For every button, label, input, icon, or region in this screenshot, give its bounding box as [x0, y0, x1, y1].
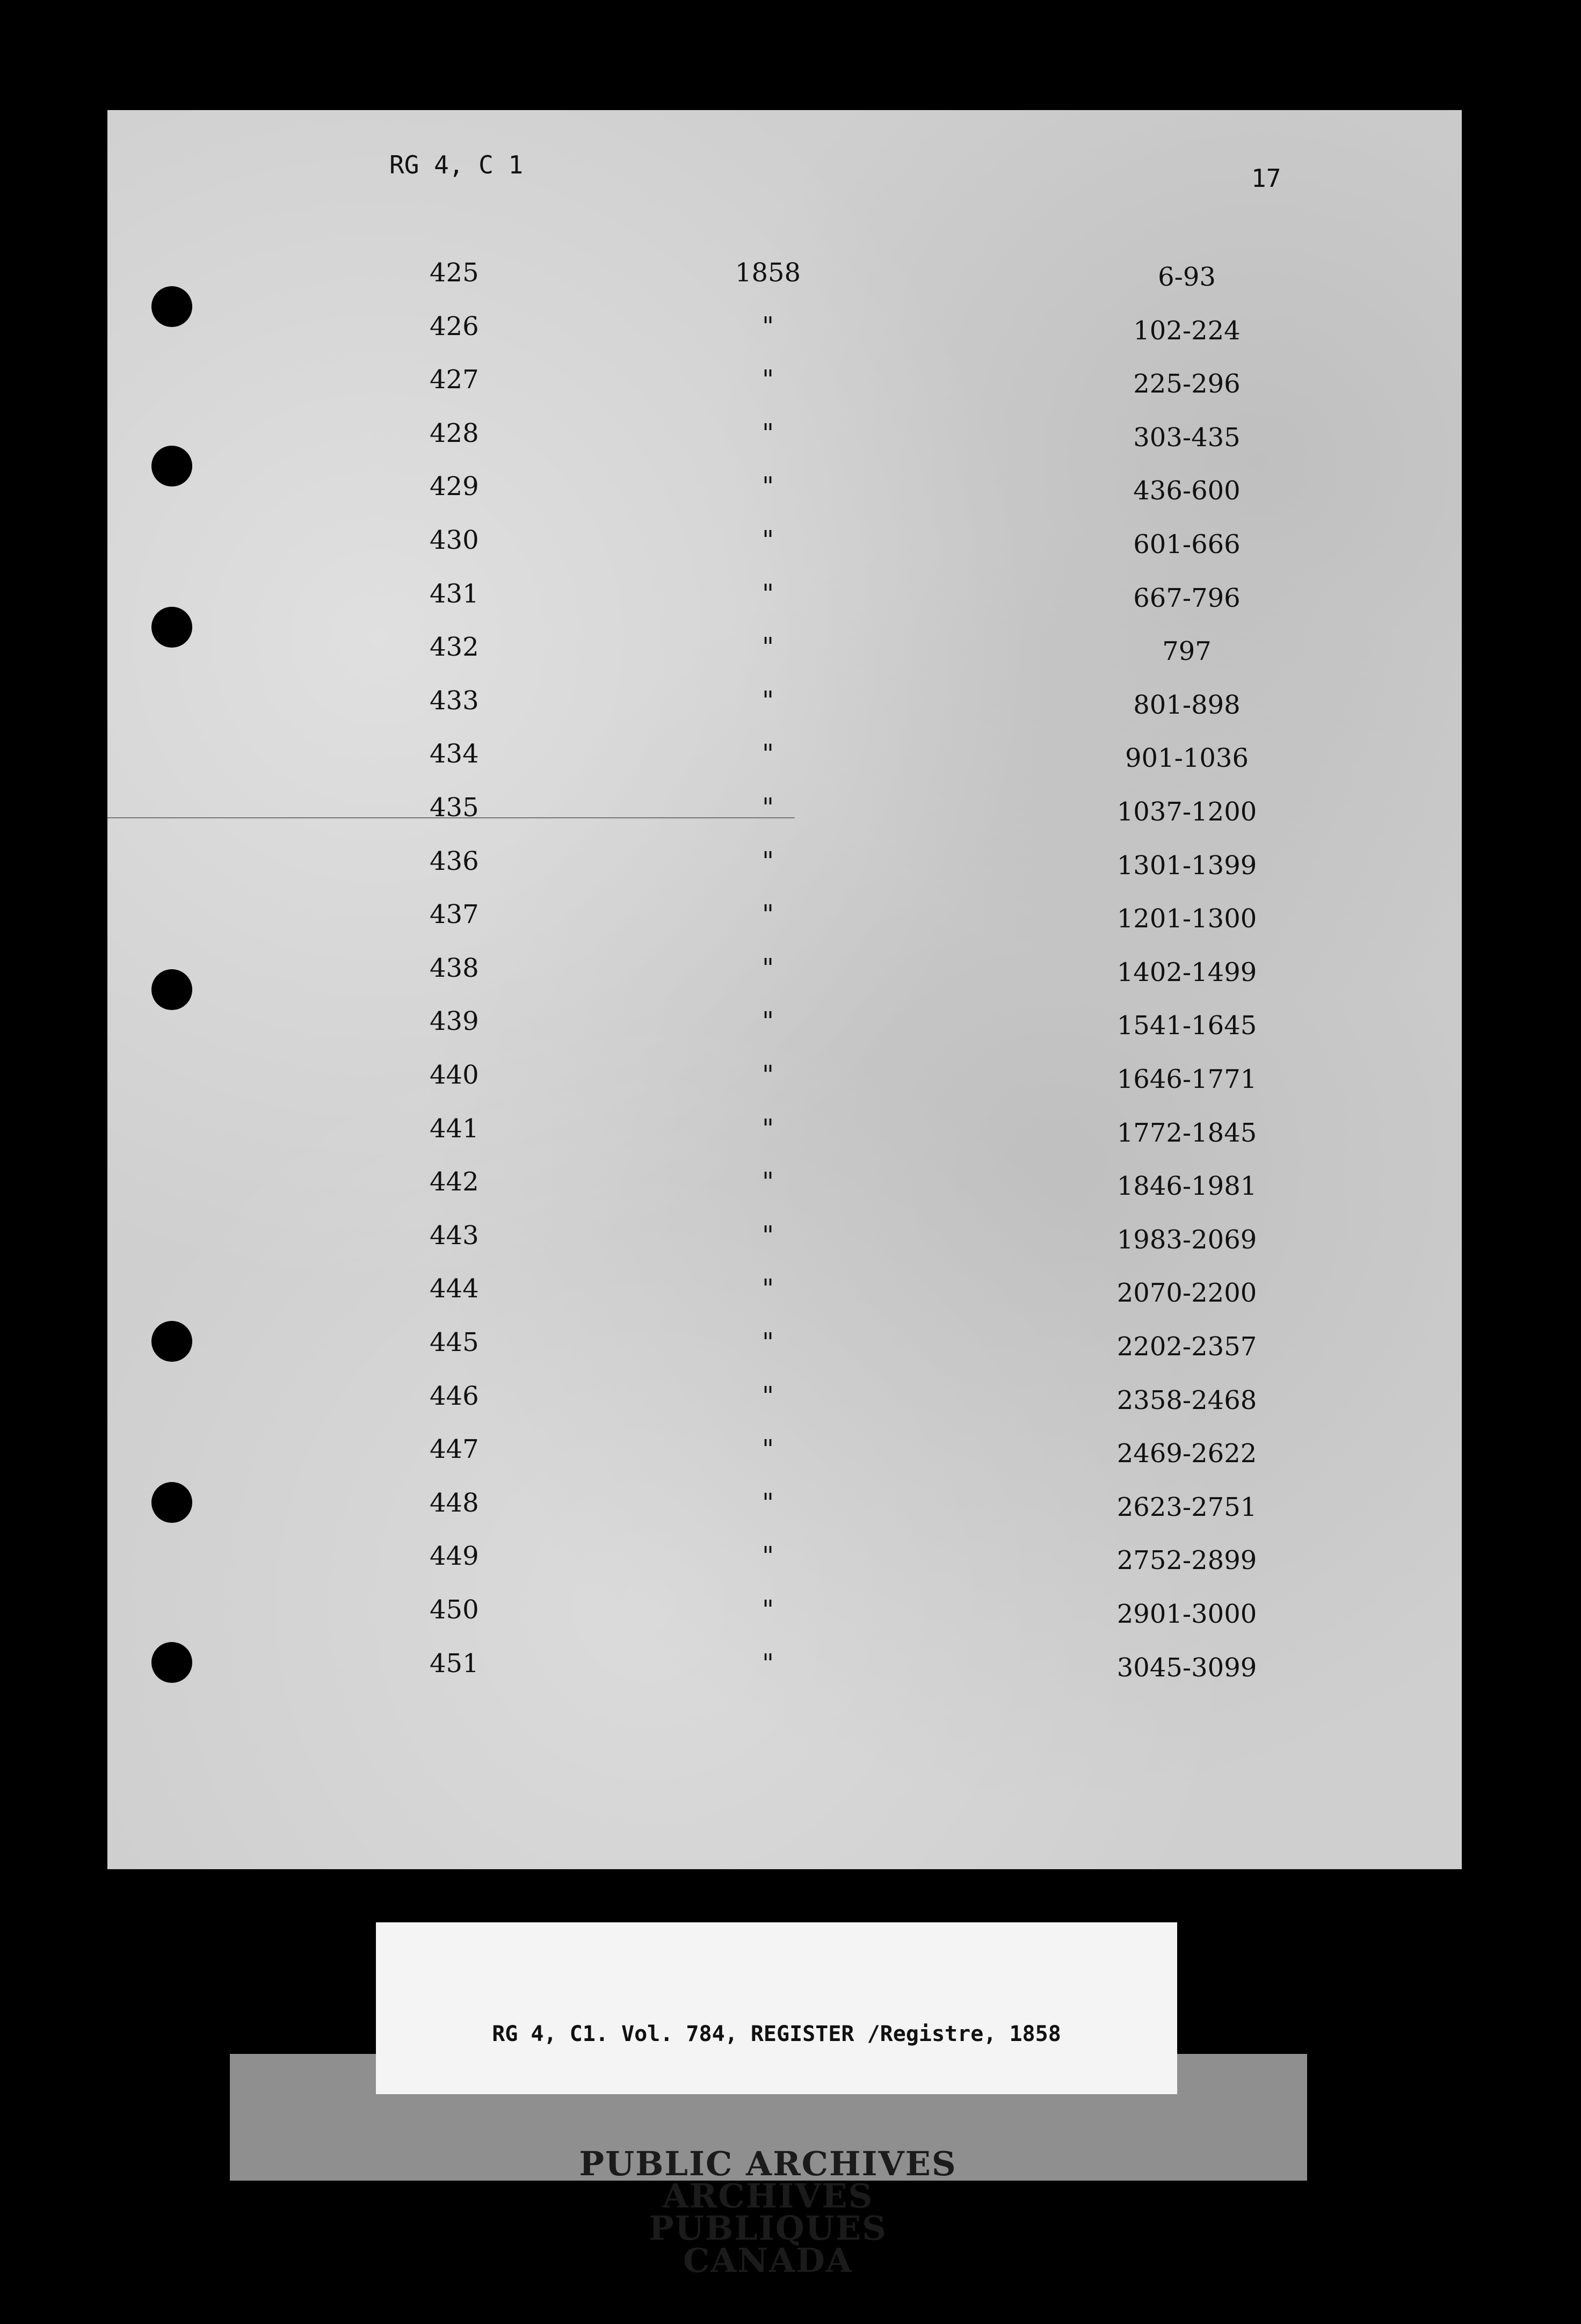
volume-number: 447 — [430, 1434, 479, 1465]
table-row — [107, 1541, 1462, 1595]
number-range: 2202-2357 — [1116, 1332, 1257, 1362]
volume-number: 425 — [430, 258, 479, 288]
table-row — [107, 632, 1462, 686]
year-cell: " — [762, 1060, 774, 1090]
table-row — [107, 1167, 1462, 1221]
stamp-line-2: ARCHIVES PUBLIQUES — [649, 2176, 887, 2248]
year-cell: " — [762, 899, 774, 930]
number-range: 1402-1499 — [1116, 957, 1257, 987]
year-cell: " — [762, 1648, 774, 1679]
reference-header: RG 4, C 1 — [389, 150, 524, 179]
volume-number: 448 — [430, 1487, 479, 1518]
table-row — [107, 471, 1462, 525]
year-cell: " — [762, 1381, 774, 1411]
year-cell: " — [762, 1113, 774, 1144]
year-cell: " — [762, 311, 774, 342]
year-cell: " — [762, 685, 774, 716]
number-range: 2070-2200 — [1116, 1278, 1257, 1309]
stamp-line-3: CANADA — [683, 2241, 853, 2280]
table-row — [107, 1488, 1462, 1542]
table-row — [107, 365, 1462, 418]
table-row — [107, 953, 1462, 1007]
volume-number: 436 — [430, 846, 479, 876]
year-cell: " — [762, 1167, 774, 1197]
year-cell: " — [762, 1327, 774, 1357]
year-cell: " — [762, 365, 774, 395]
number-range: 225-296 — [1133, 369, 1241, 400]
year-cell: " — [762, 739, 774, 769]
year-cell: " — [762, 471, 774, 502]
volume-number: 430 — [430, 525, 479, 555]
volume-number: 434 — [430, 739, 479, 769]
volume-number: 445 — [430, 1327, 479, 1357]
year-cell: " — [762, 1220, 774, 1251]
table-row — [107, 1434, 1462, 1488]
reference-label-card — [376, 1922, 1177, 2094]
number-range: 1541-1645 — [1116, 1011, 1257, 1041]
year-cell: " — [762, 1595, 774, 1625]
number-range: 1037-1200 — [1116, 797, 1257, 827]
volume-number: 427 — [430, 365, 479, 395]
table-row — [107, 311, 1462, 365]
year-cell: " — [762, 525, 774, 555]
number-range: 601-666 — [1133, 529, 1241, 560]
table-row — [107, 525, 1462, 579]
table-row — [107, 1327, 1462, 1381]
volume-number: 435 — [430, 793, 479, 823]
number-range: 1846-1981 — [1116, 1171, 1257, 1202]
volume-number: 439 — [430, 1006, 479, 1037]
number-range: 1201-1300 — [1116, 904, 1257, 934]
table-row — [107, 686, 1462, 739]
volume-number: 440 — [430, 1060, 479, 1090]
number-range: 801-898 — [1133, 689, 1241, 720]
year-cell: " — [762, 793, 774, 823]
year-cell: " — [762, 1006, 774, 1037]
table-row — [107, 1648, 1462, 1702]
volume-number: 428 — [430, 418, 479, 448]
number-range: 667-796 — [1133, 583, 1241, 613]
number-range: 1301-1399 — [1116, 850, 1257, 881]
number-range: 303-435 — [1133, 422, 1241, 453]
year-cell: " — [762, 846, 774, 876]
number-range: 901-1036 — [1125, 743, 1249, 774]
number-range: 436-600 — [1133, 476, 1241, 506]
volume-number: 446 — [430, 1381, 479, 1411]
number-range: 6-93 — [1158, 262, 1216, 292]
document-page — [107, 110, 1462, 1869]
table-row — [107, 793, 1462, 846]
volume-number: 437 — [430, 899, 479, 930]
table-row — [107, 258, 1462, 311]
volume-number: 442 — [430, 1167, 479, 1197]
volume-number: 441 — [430, 1113, 479, 1144]
volume-number: 451 — [430, 1648, 479, 1679]
table-row — [107, 739, 1462, 793]
volume-number: 449 — [430, 1541, 479, 1572]
number-range: 102-224 — [1133, 315, 1241, 346]
volume-number: 431 — [430, 578, 479, 609]
year-cell: " — [762, 1274, 774, 1304]
table-row — [107, 579, 1462, 633]
number-range: 2901-3000 — [1116, 1599, 1257, 1629]
table-row — [107, 1060, 1462, 1114]
volume-number: 429 — [430, 471, 479, 502]
year-cell: 1858 — [735, 258, 801, 288]
table-row — [107, 899, 1462, 953]
year-cell: " — [762, 953, 774, 983]
table-row — [107, 846, 1462, 900]
table-row — [107, 1221, 1462, 1274]
reference-label: RG 4, C1. Vol. 784, REGISTER /Registre, 1858 — [492, 2022, 1061, 2046]
year-cell: " — [762, 632, 774, 663]
number-range: 2752-2899 — [1116, 1545, 1257, 1576]
year-cell: " — [762, 418, 774, 448]
year-cell: " — [762, 1487, 774, 1518]
table-row — [107, 1006, 1462, 1060]
table-row — [107, 1381, 1462, 1435]
page-number: 17 — [1251, 164, 1281, 193]
volume-number: 438 — [430, 953, 479, 983]
number-range: 2623-2751 — [1116, 1492, 1257, 1522]
number-range: 2358-2468 — [1116, 1385, 1257, 1415]
number-range: 1772-1845 — [1116, 1117, 1257, 1148]
year-cell: " — [762, 1541, 774, 1572]
year-cell: " — [762, 1434, 774, 1465]
number-range: 1646-1771 — [1116, 1064, 1257, 1094]
table-row — [107, 1274, 1462, 1327]
number-range: 797 — [1162, 636, 1212, 667]
volume-number: 433 — [430, 685, 479, 716]
volume-number: 450 — [430, 1595, 479, 1625]
volume-number: 432 — [430, 632, 479, 663]
table-row — [107, 1595, 1462, 1648]
number-range: 3045-3099 — [1116, 1652, 1257, 1683]
table-row — [107, 1114, 1462, 1167]
year-cell: " — [762, 578, 774, 609]
stamp-line-1: PUBLIC ARCHIVES — [579, 2144, 957, 2183]
volume-number: 443 — [430, 1220, 479, 1251]
number-range: 2469-2622 — [1116, 1439, 1257, 1469]
volume-number: 426 — [430, 311, 479, 342]
archives-stamp — [537, 2144, 999, 2280]
volume-number: 444 — [430, 1274, 479, 1304]
table-row — [107, 418, 1462, 472]
number-range: 1983-2069 — [1116, 1224, 1257, 1255]
